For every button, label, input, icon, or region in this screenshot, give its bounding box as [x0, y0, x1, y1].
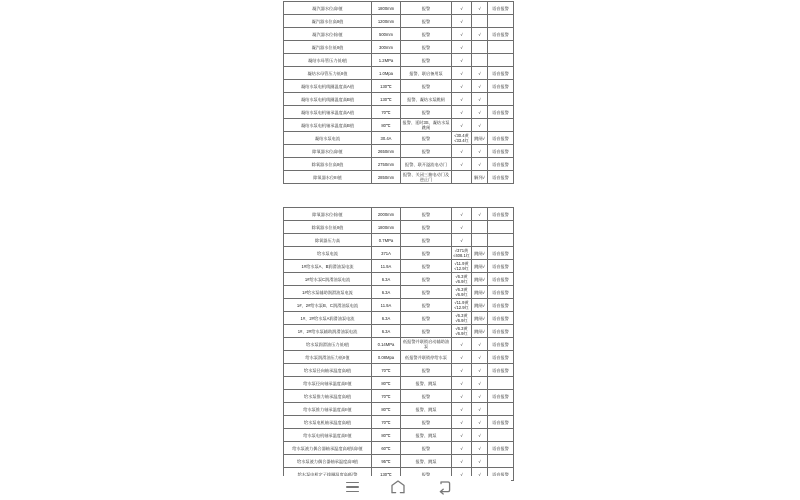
- voice-alarm-cell: [488, 119, 514, 132]
- limit-line: √: [460, 237, 463, 243]
- voice-alarm-cell: 语音报警: [488, 351, 514, 364]
- trip-check-cell: √: [472, 119, 488, 132]
- alarm-action-cell: 报警: [401, 442, 452, 455]
- trip-check-cell: √: [472, 468, 488, 481]
- alarm-action-cell: 报警: [401, 132, 452, 145]
- setpoint-value-cell: 11.9A: [372, 299, 401, 312]
- trip-check-cell: √: [472, 390, 488, 403]
- voice-alarm-cell: 语音报警: [488, 132, 514, 145]
- voice-alarm-cell: [488, 15, 514, 28]
- limit-check-cell: [452, 429, 472, 442]
- trip-check-cell: √: [472, 455, 488, 468]
- row-name-cell: 凝结水泵电机轴承温度高A值: [284, 106, 372, 119]
- row-name-cell: 1#给水泵辅助润滑油泵电流: [284, 286, 372, 299]
- voice-alarm-cell: 语音报警: [488, 247, 514, 260]
- alarm-action-cell: 报警: [401, 247, 452, 260]
- limit-check-cell: [452, 171, 472, 184]
- setpoint-value-cell: 130℃: [372, 468, 401, 481]
- voice-alarm-cell: 语音报警: [488, 158, 514, 171]
- voice-alarm-cell: 语音报警: [488, 106, 514, 119]
- limit-check-cell: [452, 221, 472, 234]
- table-row: [284, 442, 514, 455]
- voice-alarm-cell: [488, 234, 514, 247]
- voice-alarm-cell: 语音报警: [488, 208, 514, 221]
- limit-check-cell: [452, 28, 472, 41]
- limit-line: √: [460, 354, 463, 360]
- limit-line: √: [460, 419, 463, 425]
- limit-check-cell: [452, 442, 472, 455]
- trip-check-cell: √: [472, 403, 488, 416]
- trip-check-cell: √: [472, 28, 488, 41]
- limit-line: √6.9红: [455, 279, 468, 284]
- limit-line: √: [460, 380, 463, 386]
- voice-alarm-cell: 语音报警: [488, 80, 514, 93]
- setpoint-value-cell: 11.9A: [372, 260, 401, 273]
- table-row: [284, 171, 514, 184]
- setpoint-value-cell: 80℃: [372, 429, 401, 442]
- row-name-cell: 除氧器水位高II值: [284, 158, 372, 171]
- trip-check-cell: [472, 221, 488, 234]
- alarm-action-cell: 报警: [401, 208, 452, 221]
- voice-alarm-cell: 语音报警: [488, 171, 514, 184]
- alarm-action-cell: 报警: [401, 325, 452, 338]
- voice-alarm-cell: [488, 41, 514, 54]
- voice-alarm-cell: 语音报警: [488, 299, 514, 312]
- setpoint-value-cell: 1800mm: [372, 2, 401, 15]
- row-name-cell: 凝结水母管压力低I值: [284, 54, 372, 67]
- voice-alarm-cell: 语音报警: [488, 338, 514, 351]
- setpoint-value-cell: 60℃: [372, 442, 401, 455]
- voice-alarm-cell: 语音报警: [488, 312, 514, 325]
- limit-line: √6.3黄: [455, 326, 468, 331]
- limit-line: √: [460, 44, 463, 50]
- row-name-cell: 凝汽器水位低I值: [284, 28, 372, 41]
- setpoint-value-cell: 130℃: [372, 80, 401, 93]
- back-icon[interactable]: [435, 479, 453, 495]
- row-name-cell: 除氧器水位低I值: [284, 208, 372, 221]
- voice-alarm-cell: 语音报警: [488, 364, 514, 377]
- row-name-cell: 给水泵推力轴承温度高II值: [284, 403, 372, 416]
- setpoint-value-cell: 371A: [372, 247, 401, 260]
- trip-check-cell: [472, 234, 488, 247]
- trip-check-cell: √: [472, 338, 488, 351]
- setpoint-value-cell: 1200mm: [372, 15, 401, 28]
- row-name-cell: 除氧器压力高: [284, 234, 372, 247]
- setpoint-value-cell: 2650mm: [372, 145, 401, 158]
- voice-alarm-cell: 语音报警: [488, 145, 514, 158]
- setpoint-value-cell: 0.08Mpa: [372, 351, 401, 364]
- alarm-action-cell: 报警、跳泵: [401, 429, 452, 442]
- row-name-cell: 凝汽器水位低II值: [284, 41, 372, 54]
- trip-check-cell: √: [472, 377, 488, 390]
- trip-check-cell: √: [472, 106, 488, 119]
- trip-check-cell: 跳闸√: [472, 132, 488, 145]
- setpoint-value-cell: 2750mm: [372, 158, 401, 171]
- limit-line: √: [460, 83, 463, 89]
- limit-line: √6.3黄: [455, 287, 468, 292]
- voice-alarm-cell: [488, 403, 514, 416]
- trip-check-cell: [472, 41, 488, 54]
- limit-check-cell: [452, 299, 472, 312]
- voice-alarm-cell: 语音报警: [488, 67, 514, 80]
- table-row: [284, 299, 514, 312]
- limit-line: √: [460, 148, 463, 154]
- table-row: [284, 158, 514, 171]
- trip-check-cell: √: [472, 80, 488, 93]
- setpoint-value-cell: 70℃: [372, 106, 401, 119]
- limit-line: √30.4黄: [454, 133, 469, 138]
- setpoint-value-cell: 80℃: [372, 403, 401, 416]
- row-name-cell: 给水泵径向轴承温度高II值: [284, 377, 372, 390]
- setpoint-value-cell: 130℃: [372, 93, 401, 106]
- alarm-action-cell: 报警: [401, 286, 452, 299]
- trip-check-cell: 跳闸√: [472, 312, 488, 325]
- limit-check-cell: [452, 158, 472, 171]
- limit-line: √6.3黄: [455, 313, 468, 318]
- voice-alarm-cell: 语音报警: [488, 468, 514, 481]
- alarm-action-cell: 低报警并联锁启动辅助油泵: [401, 338, 452, 351]
- limit-line: √: [460, 31, 463, 37]
- limit-line: √6.9红: [455, 331, 468, 336]
- table-row: [284, 54, 514, 67]
- voice-alarm-cell: [488, 221, 514, 234]
- trip-check-cell: 解列√: [472, 171, 488, 184]
- row-name-cell: 给水泵润滑油压力低I值: [284, 338, 372, 351]
- voice-alarm-cell: 语音报警: [488, 260, 514, 273]
- row-name-cell: 1#、2#给水泵A润滑油泵电流: [284, 312, 372, 325]
- table-row: [284, 338, 514, 351]
- setpoint-value-cell: 6.3A: [372, 286, 401, 299]
- limit-check-cell: [452, 2, 472, 15]
- limit-check-cell: [452, 260, 472, 273]
- limit-line: √: [460, 161, 463, 167]
- trip-check-cell: [472, 54, 488, 67]
- alarm-action-cell: 报警: [401, 364, 452, 377]
- voice-alarm-cell: 语音报警: [488, 2, 514, 15]
- voice-alarm-cell: [488, 377, 514, 390]
- setpoint-value-cell: 80℃: [372, 377, 401, 390]
- row-name-cell: 给水泵电流: [284, 247, 372, 260]
- limit-line: √: [460, 96, 463, 102]
- table-row: [284, 403, 514, 416]
- row-name-cell: 凝结水泵电机线圈温度高B值: [284, 93, 372, 106]
- alarm-action-cell: 低报警并联锁停给水泵: [401, 351, 452, 364]
- document-viewer[interactable]: [283, 0, 511, 477]
- limit-check-cell: [452, 364, 472, 377]
- table-row: [284, 325, 514, 338]
- row-name-cell: 凝结水泵电机线圈温度高A值: [284, 80, 372, 93]
- limit-check-cell: [452, 119, 472, 132]
- trip-check-cell: √: [472, 208, 488, 221]
- voice-alarm-cell: 语音报警: [488, 416, 514, 429]
- setpoint-value-cell: 70℃: [372, 416, 401, 429]
- alarm-action-cell: 报警、跳泵: [401, 455, 452, 468]
- alarm-action-cell: 报警: [401, 416, 452, 429]
- table-row: [284, 234, 514, 247]
- limit-line: √: [460, 70, 463, 76]
- alarm-action-cell: 报警、凝结水泵跳闸: [401, 93, 452, 106]
- row-name-cell: 1#给水泵A、B润滑油泵电流: [284, 260, 372, 273]
- table-row: [284, 286, 514, 299]
- limit-check-cell: [452, 41, 472, 54]
- limit-check-cell: [452, 325, 472, 338]
- limit-line: √: [460, 393, 463, 399]
- limit-line: √: [460, 341, 463, 347]
- table-row: [284, 273, 514, 286]
- voice-alarm-cell: [488, 455, 514, 468]
- trip-check-cell: √: [472, 158, 488, 171]
- limit-check-cell: [452, 338, 472, 351]
- setpoint-value-cell: 300mm: [372, 41, 401, 54]
- row-name-cell: 凝结水泵电机轴承温度高B值: [284, 119, 372, 132]
- table-row: [284, 416, 514, 429]
- row-name-cell: 1#、2#给水泵B、C润滑油泵电流: [284, 299, 372, 312]
- limit-line: √6.9红: [455, 318, 468, 323]
- voice-alarm-cell: [488, 54, 514, 67]
- setpoint-value-cell: 95℃: [372, 455, 401, 468]
- trip-check-cell: √: [472, 93, 488, 106]
- setpoint-value-cell: 2000mm: [372, 208, 401, 221]
- alarm-action-cell: 报警: [401, 80, 452, 93]
- limit-check-cell: [452, 93, 472, 106]
- row-name-cell: 凝结水母管压力低II值: [284, 67, 372, 80]
- row-name-cell: 给水泵润滑油压力低II值: [284, 351, 372, 364]
- table-row: [284, 119, 514, 132]
- setpoint-value-cell: 6.3A: [372, 325, 401, 338]
- trip-check-cell: 跳闸√: [472, 273, 488, 286]
- limit-line: √: [460, 211, 463, 217]
- limit-check-cell: [452, 54, 472, 67]
- alarm-action-cell: 报警、关闭三抽电动门及逆止门: [401, 171, 452, 184]
- limit-line: √: [460, 122, 463, 128]
- table-row: [284, 15, 514, 28]
- alarm-action-cell: 报警: [401, 145, 452, 158]
- setpoint-value-cell: 6.3A: [372, 312, 401, 325]
- voice-alarm-cell: 语音报警: [488, 325, 514, 338]
- limit-line: √408.1红: [453, 253, 470, 258]
- limit-line: √33.4红: [454, 138, 469, 143]
- limit-check-cell: [452, 455, 472, 468]
- row-name-cell: 给水泵推力轴承温度高I值: [284, 390, 372, 403]
- limit-check-cell: [452, 15, 472, 28]
- limit-check-cell: [452, 416, 472, 429]
- voice-alarm-cell: 语音报警: [488, 390, 514, 403]
- alarm-table-2: [283, 207, 514, 481]
- alarm-action-cell: 报警: [401, 41, 452, 54]
- table-row: [284, 364, 514, 377]
- row-name-cell: 1#给水泵C润滑油泵电流: [284, 273, 372, 286]
- limit-check-cell: [452, 286, 472, 299]
- table-row: [284, 221, 514, 234]
- limit-check-cell: [452, 247, 472, 260]
- menu-icon[interactable]: [343, 479, 361, 495]
- table-row: [284, 390, 514, 403]
- table-row: [284, 132, 514, 145]
- limit-line: √11.9黄: [454, 261, 469, 266]
- row-name-cell: 给水泵液力偶合器轴承温度高I值/高I值: [284, 442, 372, 455]
- setpoint-value-cell: 0.7MPa: [372, 234, 401, 247]
- setpoint-value-cell: 70℃: [372, 364, 401, 377]
- row-name-cell: 凝结水泵电流: [284, 132, 372, 145]
- android-navbar: [283, 476, 511, 498]
- limit-line: √: [460, 432, 463, 438]
- trip-check-cell: √: [472, 2, 488, 15]
- limit-line: √: [460, 458, 463, 464]
- row-name-cell: 除氧器水位III值: [284, 171, 372, 184]
- limit-check-cell: [452, 351, 472, 364]
- alarm-action-cell: 报警、延时3S、凝结水泵跳闸: [402, 120, 450, 130]
- voice-alarm-cell: 语音报警: [488, 28, 514, 41]
- trip-check-cell: √: [472, 351, 488, 364]
- limit-check-cell: [452, 377, 472, 390]
- limit-check-cell: [452, 145, 472, 158]
- trip-check-cell: √: [472, 416, 488, 429]
- alarm-action-cell: 报警: [401, 468, 452, 481]
- limit-check-cell: [452, 132, 472, 145]
- table-row: [284, 260, 514, 273]
- alarm-action-cell: 报警、联开溢流电动门: [401, 158, 452, 171]
- alarm-table-1: [283, 1, 514, 184]
- setpoint-value-cell: 6.3A: [372, 273, 401, 286]
- voice-alarm-cell: [488, 93, 514, 106]
- limit-line: √12.9红: [454, 305, 469, 310]
- limit-check-cell: [452, 273, 472, 286]
- limit-line: √: [460, 445, 463, 451]
- table-row: [284, 80, 514, 93]
- row-name-cell: 1#、2#给水泵辅助润滑油泵电流: [284, 325, 372, 338]
- alarm-action-cell: 报警: [401, 54, 452, 67]
- setpoint-value-cell: 1.2MPa: [372, 54, 401, 67]
- limit-line: √: [460, 18, 463, 24]
- row-name-cell: 除氧器水位低II值: [284, 221, 372, 234]
- limit-check-cell: [452, 106, 472, 119]
- voice-alarm-cell: [488, 429, 514, 442]
- setpoint-value-cell: 1.0Mpa: [372, 67, 401, 80]
- limit-check-cell: [452, 67, 472, 80]
- alarm-action-cell: 报警: [401, 15, 452, 28]
- trip-check-cell: √: [472, 442, 488, 455]
- setpoint-value-cell: 2850mm: [372, 171, 401, 184]
- row-name-cell: 给水泵电机轴承温度高II值: [284, 429, 372, 442]
- trip-check-cell: 跳闸√: [472, 260, 488, 273]
- alarm-action-cell: 报警: [401, 234, 452, 247]
- limit-line: √: [460, 471, 463, 477]
- limit-check-cell: [452, 234, 472, 247]
- voice-alarm-cell: 语音报警: [488, 442, 514, 455]
- setpoint-value-cell: 80℃: [372, 119, 401, 132]
- alarm-action-cell: 报警、跳泵: [401, 403, 452, 416]
- alarm-action-cell: 报警: [401, 299, 452, 312]
- table-row: [284, 145, 514, 158]
- row-name-cell: 凝汽器水位高I值: [284, 2, 372, 15]
- limit-line: √: [460, 224, 463, 230]
- setpoint-value-cell: 500mm: [372, 28, 401, 41]
- trip-check-cell: √: [472, 429, 488, 442]
- table-row: [284, 247, 514, 260]
- alarm-action-cell: 报警: [401, 390, 452, 403]
- table-row: [284, 351, 514, 364]
- setpoint-value-cell: 0.14MPa: [372, 338, 401, 351]
- table-row: [284, 312, 514, 325]
- limit-line: √11.9黄: [454, 300, 469, 305]
- alarm-action-cell: 报警: [401, 28, 452, 41]
- trip-check-cell: 跳闸√: [472, 286, 488, 299]
- setpoint-value-cell: 70℃: [372, 390, 401, 403]
- limit-check-cell: [452, 403, 472, 416]
- table-row: [284, 208, 514, 221]
- trip-check-cell: √: [472, 145, 488, 158]
- alarm-action-cell: 报警: [401, 312, 452, 325]
- limit-check-cell: [452, 80, 472, 93]
- alarm-action-cell: 报警: [401, 2, 452, 15]
- trip-check-cell: 跳闸√: [472, 299, 488, 312]
- home-icon[interactable]: [389, 479, 407, 495]
- limit-line: √6.9红: [455, 292, 468, 297]
- table-row: [284, 106, 514, 119]
- voice-alarm-cell: 语音报警: [488, 273, 514, 286]
- table-row: [284, 455, 514, 468]
- row-name-cell: 给水泵电机轴承温度高I值: [284, 416, 372, 429]
- limit-line: √: [460, 367, 463, 373]
- trip-check-cell: 跳闸√: [472, 247, 488, 260]
- row-name-cell: 除氧器水位高I值: [284, 145, 372, 158]
- setpoint-value-cell: 1800mm: [372, 221, 401, 234]
- voice-alarm-cell: 语音报警: [488, 286, 514, 299]
- trip-check-cell: [472, 15, 488, 28]
- alarm-action-cell: 报警: [401, 106, 452, 119]
- row-name-cell: 给水泵电机定子线圈温度高I报警: [284, 468, 372, 481]
- table-row: [284, 429, 514, 442]
- trip-check-cell: √: [472, 67, 488, 80]
- table-row: [284, 2, 514, 15]
- limit-line: √: [460, 57, 463, 63]
- alarm-action-cell: 报警、联启备用泵: [401, 67, 452, 80]
- row-name-cell: 给水泵液力偶合器轴承温度高II值: [284, 455, 372, 468]
- table-row: [284, 67, 514, 80]
- row-name-cell: 给水泵径向轴承温度高I值: [284, 364, 372, 377]
- alarm-action-cell: 报警: [401, 273, 452, 286]
- limit-line: √: [460, 109, 463, 115]
- limit-check-cell: [452, 390, 472, 403]
- alarm-action-cell: 报警、跳泵: [401, 377, 452, 390]
- row-name-cell: 凝汽器水位高II值: [284, 15, 372, 28]
- limit-line: √6.3黄: [455, 274, 468, 279]
- limit-line: √: [460, 5, 463, 11]
- limit-line: √: [460, 406, 463, 412]
- setpoint-value-cell: 30.4A: [372, 132, 401, 145]
- table-row: [284, 93, 514, 106]
- alarm-action-cell: 报警: [401, 221, 452, 234]
- trip-check-cell: 跳闸√: [472, 325, 488, 338]
- table-row: [284, 377, 514, 390]
- limit-check-cell: [452, 208, 472, 221]
- table-row: [284, 41, 514, 54]
- table-row: [284, 28, 514, 41]
- alarm-action-cell: 报警: [401, 260, 452, 273]
- limit-line: √371黄: [454, 248, 469, 253]
- trip-check-cell: √: [472, 364, 488, 377]
- limit-line: √12.9红: [454, 266, 469, 271]
- limit-check-cell: [452, 312, 472, 325]
